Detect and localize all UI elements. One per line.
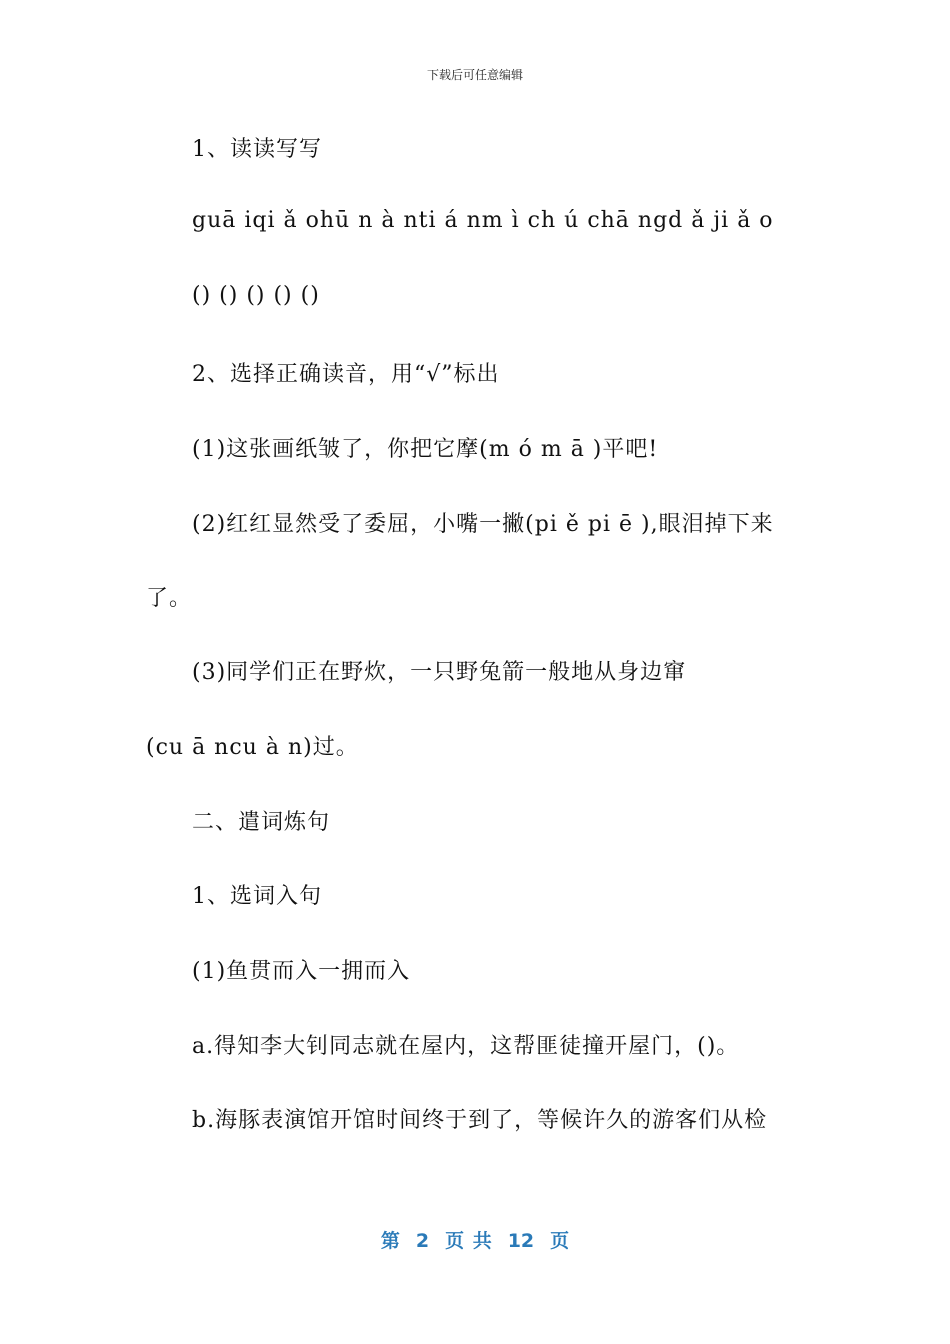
blank-parentheses-line: () () () () () <box>192 283 320 308</box>
question-2-pie: (2)红红显然受了委屈，小嘴一撇(pi ě pi ē ),眼泪掉下来 <box>192 512 774 537</box>
section-heading-word-sentence: 二、遣词炼句 <box>192 810 331 835</box>
page-header-note: 下载后可任意编辑 <box>426 68 523 82</box>
question-2-continuation: 了。 <box>146 586 193 611</box>
question-3-cuan: (3)同学们正在野炊，一只野兔箭一般地从身边窜 <box>192 660 687 685</box>
pinyin-line: guā iqi ǎ ohū n à nti á nm ì ch ú chā ngd ǎ ji ǎ o <box>192 208 774 233</box>
footer-current-page: 2 <box>415 1230 430 1252</box>
heading-choose-pronunciation: 2、选择正确读音，用“√”标出 <box>192 362 500 387</box>
footer-suffix: 页 <box>550 1230 570 1252</box>
footer-middle: 页 共 <box>445 1230 492 1252</box>
heading-read-write: 1、读读写写 <box>192 137 322 162</box>
sentence-a: a.得知李大钊同志就在屋内，这帮匪徒撞开屋门，()。 <box>192 1034 740 1059</box>
page-footer <box>0 1226 950 1253</box>
question-3-continuation: (cu ā ncu à n)过。 <box>146 735 359 760</box>
footer-total-pages: 12 <box>507 1230 535 1252</box>
sentence-b: b.海豚表演馆开馆时间终于到了，等候许久的游客们从检 <box>192 1108 768 1133</box>
footer-prefix: 第 <box>380 1230 400 1252</box>
heading-choose-words: 1、选词入句 <box>192 884 322 909</box>
question-1-moma: (1)这张画纸皱了，你把它摩(m ó m ā )平吧! <box>192 437 659 462</box>
word-pair-1: (1)鱼贯而入一拥而入 <box>192 959 411 984</box>
